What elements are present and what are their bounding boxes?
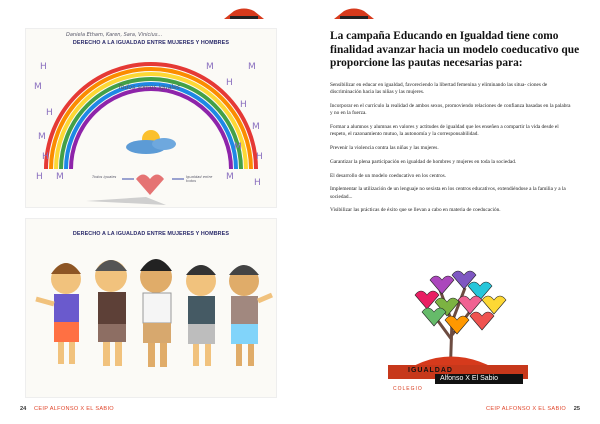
children-group-illustration xyxy=(26,219,276,397)
drawing-title-top: DERECHO A LA IGUALDAD ENTRE MUJERES Y HOMBRES xyxy=(72,40,230,46)
svg-text:M: M xyxy=(248,62,256,72)
tree-school-name: Alfonso X El Sabio xyxy=(440,375,498,382)
heart-caption-right: Igualdad entre todos xyxy=(186,175,213,183)
svg-text:M: M xyxy=(252,122,260,132)
rainbow-illustration xyxy=(26,29,276,207)
objective-paragraph: Sensibilizar en educar en igualdad, favoreciendo la libertad femenina y eliminando las situa- ciones de discriminación hacia las niñas y las mujeres. xyxy=(330,82,548,96)
objectives-list xyxy=(330,82,572,221)
objective-paragraph: Visibilizar las prácticas de éxito que se llevan a cabo en materia de coeducación. xyxy=(330,207,501,214)
objective-paragraph: Prevenir la violencia contra las niñas y las mujeres. xyxy=(330,145,439,151)
svg-text:M: M xyxy=(226,172,234,182)
drawing-title-bottom: DERECHO A LA IGUALDAD ENTRE MUJERES Y HOMBRES xyxy=(72,231,230,237)
svg-text:H: H xyxy=(226,78,233,88)
children-drawing-friends xyxy=(25,218,277,398)
svg-text:H: H xyxy=(40,62,47,72)
tree-small-caption: COLEGIO xyxy=(393,386,423,392)
right-page xyxy=(300,0,600,424)
drawing-handwritten-header: Daniela Etham, Karen, Sara, Vinicius... xyxy=(66,32,163,38)
children-drawing-rainbow xyxy=(25,28,277,208)
svg-text:M: M xyxy=(234,142,242,152)
svg-text:H: H xyxy=(36,172,43,182)
objective-paragraph: Incorporar en el currículo la realidad de ambos sexos, promoviendo relaciones de confianza basadas en la palabra y no en la fuerza. xyxy=(330,103,571,117)
objective-paragraph: Implementar la utilización de un lenguaje no sexista en los centros educativos, extendiéndose a la familia y a la sociedad... xyxy=(330,186,566,200)
heart-caption-left: Todos iguales xyxy=(92,175,117,179)
objective-paragraph: Garantizar la plena participación en igualdad de hombres y mujeres en toda la sociedad. xyxy=(330,158,517,165)
school-logo-icon xyxy=(332,6,376,20)
page-number-right: 25 xyxy=(573,406,580,412)
svg-text:H: H xyxy=(254,178,261,188)
svg-text:H: H xyxy=(42,152,49,162)
objective-paragraph: El desarrollo de un modelo coeducativo en los centros. xyxy=(330,172,447,179)
svg-text:M: M xyxy=(38,132,46,142)
footer-left: CEIP ALFONSO X EL SABIO xyxy=(34,406,114,412)
svg-text:M: M xyxy=(34,82,42,92)
svg-text:H: H xyxy=(240,100,247,110)
svg-text:H: H xyxy=(256,152,263,162)
objective-paragraph: Formar a alumnos y alumnas en valores y actitudes de igualdad que les enseñen a compartir la vida desde el respeto, el razonamiento mutuo, la autonomía y la corresponsabilidad. xyxy=(330,124,559,138)
page-heading: La campaña Educando en Igualdad tiene como finalidad avanzar hacia un modelo coeducativo que proporcione las pautas necesarias para: xyxy=(330,30,580,70)
footer-right: CEIP ALFONSO X EL SABIO xyxy=(486,406,566,412)
tree-banner-word: IGUALDAD xyxy=(408,367,453,374)
page-number-left: 24 xyxy=(20,406,27,412)
rainbow-caption: Todos somos iguales xyxy=(118,84,180,91)
svg-text:H: H xyxy=(46,108,53,118)
svg-text:M: M xyxy=(206,62,214,72)
heart-tree-illustration xyxy=(370,260,540,390)
school-logo-icon xyxy=(222,6,266,20)
svg-text:M: M xyxy=(56,172,64,182)
